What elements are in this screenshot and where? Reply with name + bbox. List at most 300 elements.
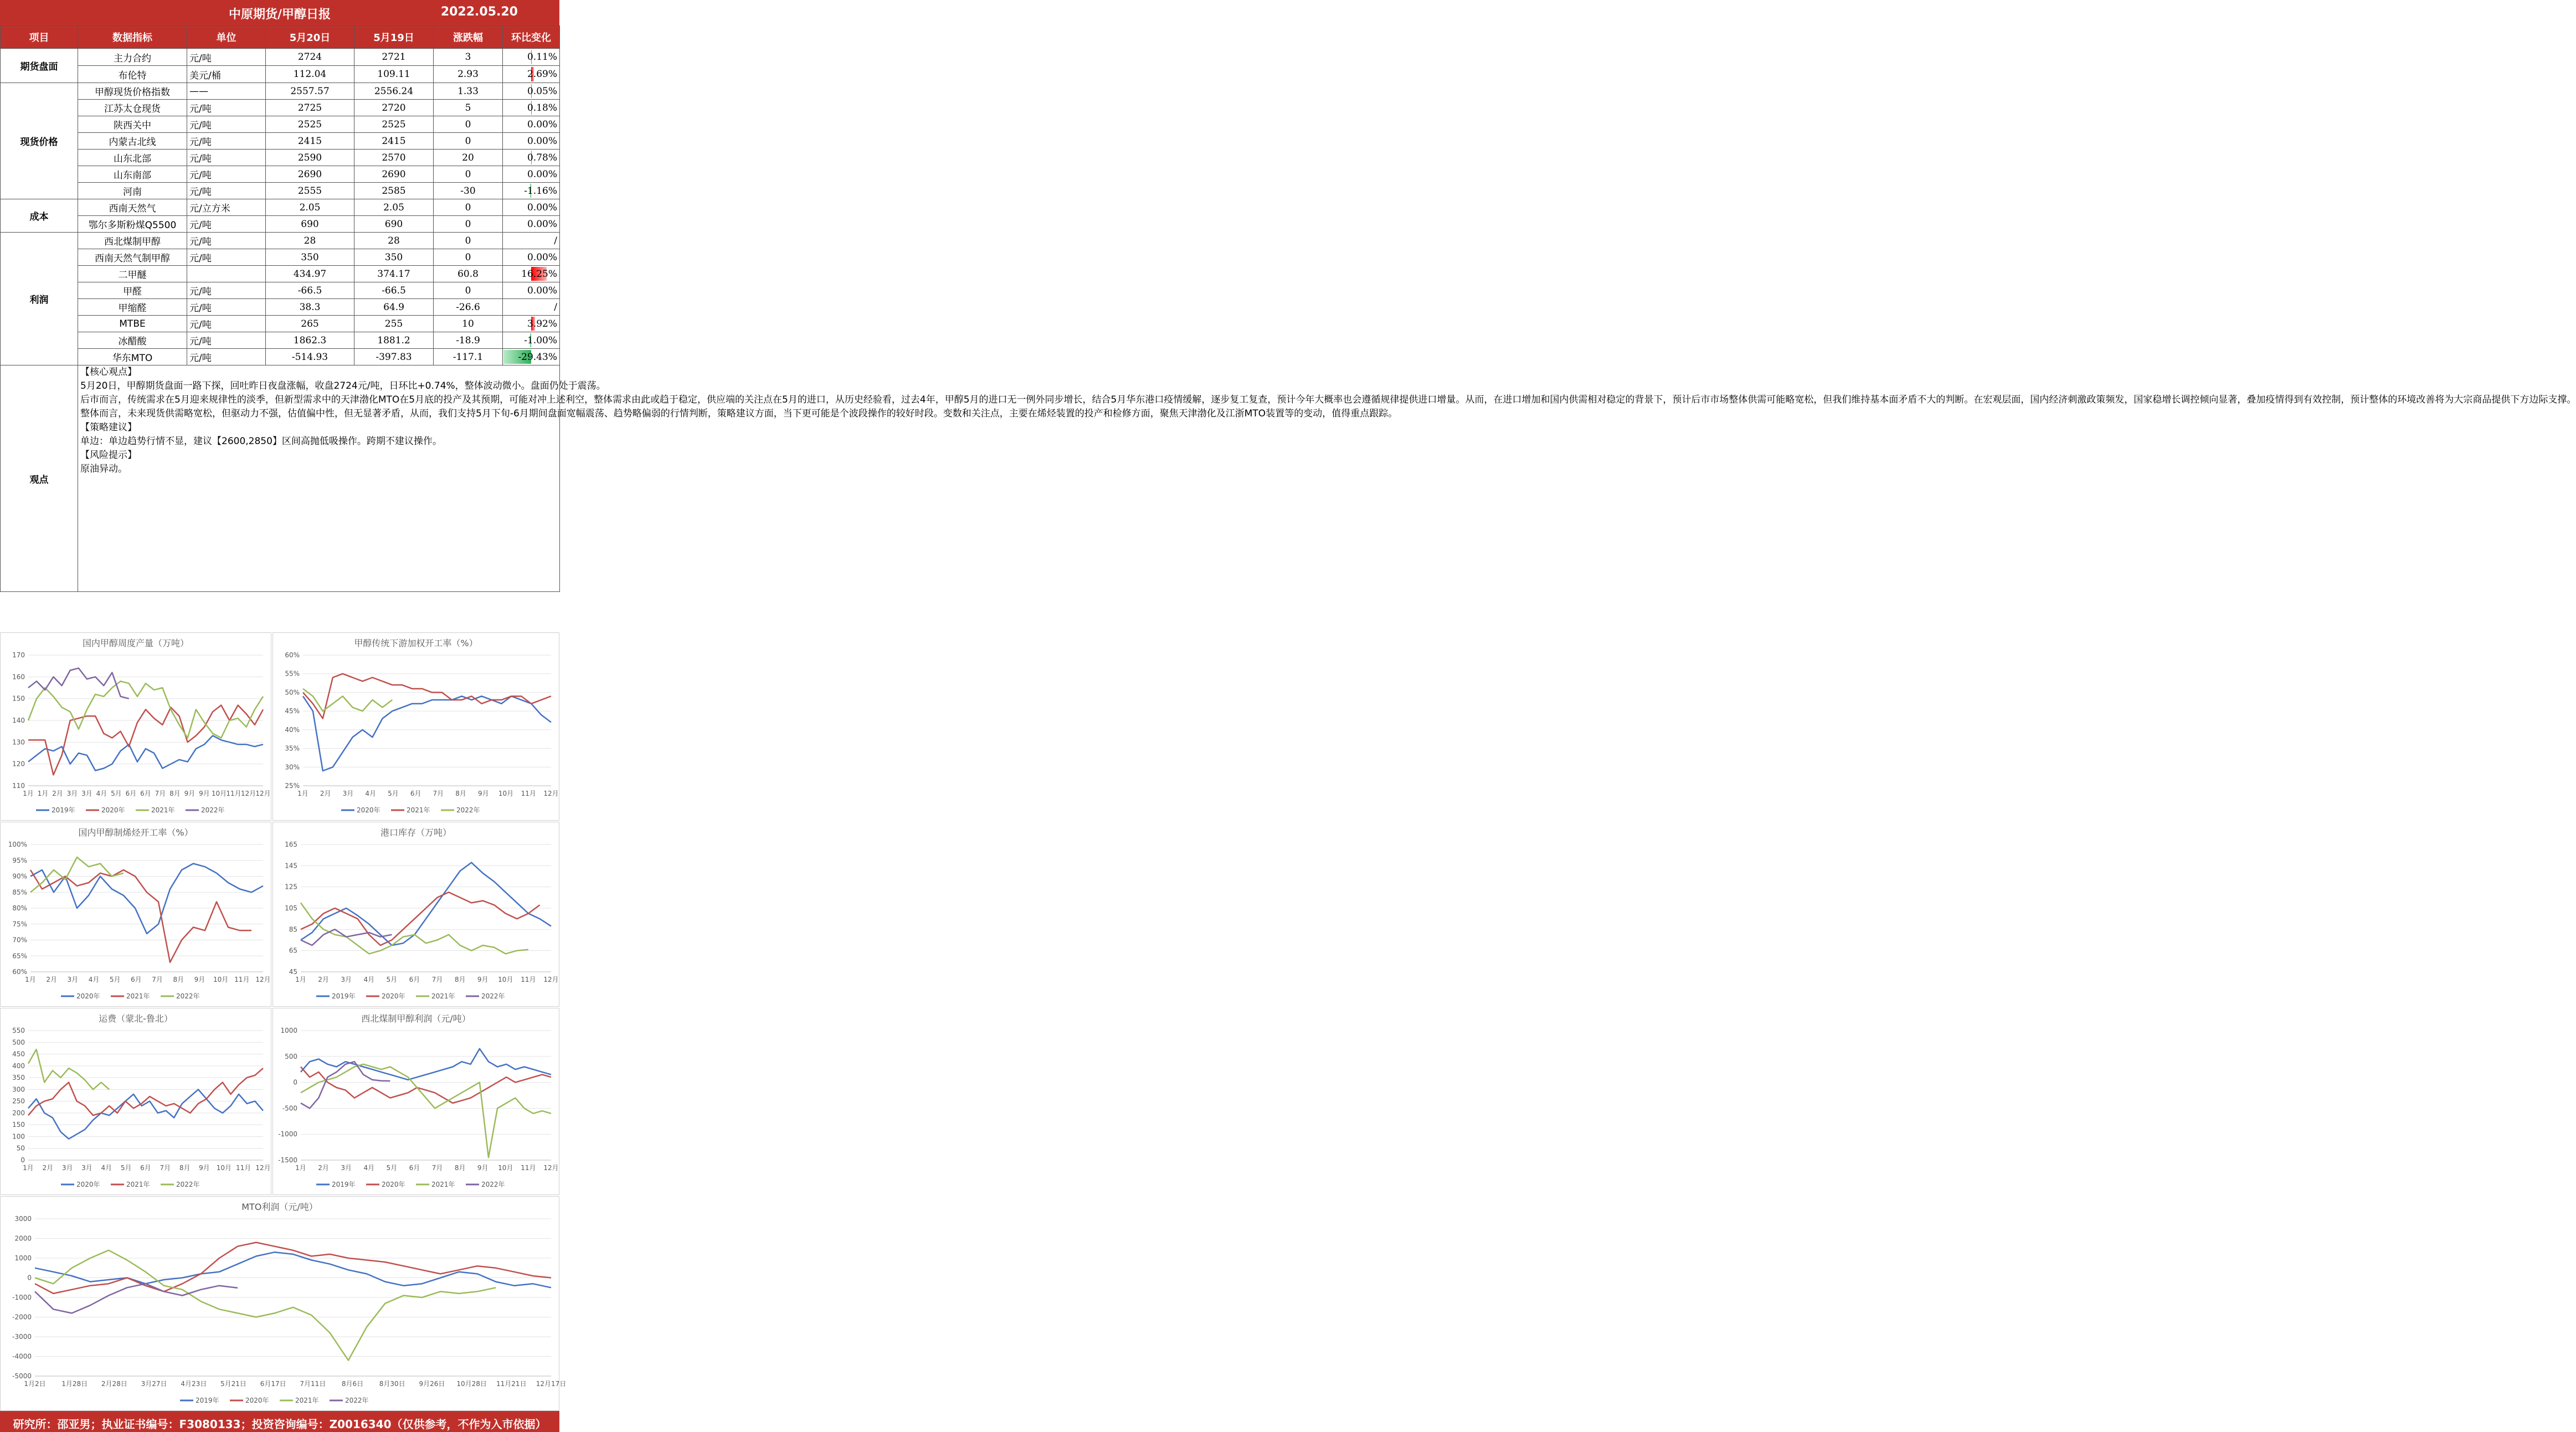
indicator-cell: 西南天然气制甲醇 [78, 249, 187, 266]
ratio-value: 2.69% [527, 69, 557, 80]
ratio-value: 16.25% [521, 268, 557, 280]
change-value: 20 [434, 150, 503, 166]
series-line [301, 1064, 551, 1158]
indicator-cell: 二甲醚 [78, 266, 187, 282]
prev-value: 690 [354, 216, 434, 233]
unit-cell: 元/吨 [187, 299, 266, 316]
table-row [1, 66, 560, 83]
viewpoint-paragraph: 整体而言，未来现货供需略宽松，但驱动力不强，估值偏中性，但无显著矛盾，从而，我们支持5月下旬-6月期间盘面宽幅震荡、趋势略偏弱的行情判断，策略建议方面，当下更可能是个波段操作的较好时段。变数和关注点，主要在烯烃装置的投产和检修方面，聚焦天津渤化及江浙MTO装置等的变动，值得重点跟踪。 [80, 408, 1398, 419]
y-tick-label: 110 [12, 782, 25, 790]
chart-c1 [0, 632, 271, 821]
change-value: 1.33 [434, 83, 503, 100]
x-tick-label: 3月27日 [141, 1380, 167, 1388]
series-line [301, 892, 540, 945]
x-tick-label: 9月26日 [419, 1380, 445, 1388]
y-tick-label: 45% [285, 707, 300, 715]
change-value: 0 [434, 282, 503, 299]
chart-svg [1, 633, 271, 820]
chart-c6 [272, 1008, 559, 1195]
y-tick-label: 85 [289, 925, 297, 934]
ratio-value: 0.00% [527, 218, 557, 230]
ratio-cell [503, 299, 560, 316]
series-line [301, 903, 528, 954]
x-tick-label: 10月 [498, 1164, 513, 1172]
today-value: 434.97 [266, 266, 354, 282]
x-tick-label: 6月 [410, 790, 421, 797]
ratio-value: 0.00% [527, 135, 557, 147]
data-table [0, 25, 2576, 592]
ratio-cell [503, 316, 560, 332]
unit-cell: 元/吨 [187, 332, 266, 349]
charts-area [0, 632, 567, 1411]
x-tick-label: 1月 [297, 790, 308, 797]
unit-cell: 元/立方米 [187, 199, 266, 216]
x-tick-label: 7月11日 [300, 1380, 326, 1388]
x-tick-label: 8月 [169, 790, 181, 797]
change-value: 0 [434, 249, 503, 266]
y-tick-label: 55% [285, 669, 300, 678]
x-tick-label: 9月 [199, 790, 210, 797]
y-tick-label: 165 [285, 841, 297, 848]
y-tick-label: 85% [12, 888, 27, 897]
prev-value: 255 [354, 316, 434, 332]
chart-svg [1, 1008, 271, 1194]
x-tick-label: 5月 [111, 790, 122, 797]
y-tick-label: 70% [12, 936, 27, 944]
change-value: 0 [434, 116, 503, 133]
ratio-value: -1.00% [524, 334, 557, 346]
prev-value: 374.17 [354, 266, 434, 282]
legend-label: 2020年 [357, 806, 381, 814]
chart-c5 [0, 1008, 271, 1195]
x-tick-label: 4月23日 [181, 1380, 207, 1388]
x-tick-label: 6月 [409, 976, 420, 983]
viewpoint-paragraph: 【策略建议】 [80, 422, 137, 433]
table-row [1, 133, 560, 150]
x-tick-label: 1月 [23, 790, 34, 797]
today-value: 2.05 [266, 199, 354, 216]
chart-svg [273, 822, 559, 1006]
indicator-cell: 西北煤制甲醇 [78, 233, 187, 249]
ratio-cell [503, 349, 560, 365]
indicator-cell: 陕西关中 [78, 116, 187, 133]
ratio-value: -29.43% [518, 351, 557, 363]
change-value: 0 [434, 133, 503, 150]
report-header [0, 0, 559, 25]
indicator-cell: 布伦特 [78, 66, 187, 83]
ratio-value: 0.00% [527, 285, 557, 296]
indicator-cell: 山东南部 [78, 166, 187, 183]
unit-cell: 元/吨 [187, 100, 266, 116]
unit-cell: 元/吨 [187, 316, 266, 332]
viewpoint-paragraph: 原油异动。 [80, 463, 127, 475]
table-row [1, 183, 560, 199]
x-tick-label: 2月 [318, 976, 329, 983]
y-tick-label: 60% [285, 651, 300, 659]
x-tick-label: 2月 [320, 790, 331, 797]
indicator-cell: 冰醋酸 [78, 332, 187, 349]
legend-label: 2021年 [295, 1397, 319, 1404]
legend-label: 2022年 [481, 1181, 505, 1188]
y-tick-label: 50% [285, 688, 300, 697]
x-tick-label: 12月 [543, 790, 559, 797]
x-tick-label: 3月 [81, 1164, 92, 1172]
unit-cell: 美元/桶 [187, 66, 266, 83]
ratio-cell [503, 199, 560, 216]
prev-value: 2721 [354, 49, 434, 66]
y-tick-label: 350 [12, 1074, 25, 1082]
y-tick-label: 65% [12, 952, 27, 960]
ratio-value: 0.00% [527, 168, 557, 180]
legend-label: 2021年 [126, 1181, 150, 1188]
ratio-value: 0.00% [527, 119, 557, 130]
y-tick-label: 130 [12, 738, 25, 746]
x-tick-label: 5月 [386, 1164, 398, 1172]
today-value: 2725 [266, 100, 354, 116]
ratio-value: 0.18% [527, 102, 557, 114]
category-cell: 利润 [1, 233, 78, 365]
table-row [1, 83, 560, 100]
series-line [301, 863, 551, 946]
unit-cell: 元/吨 [187, 166, 266, 183]
today-value: 2415 [266, 133, 354, 150]
y-tick-label: -2000 [12, 1313, 32, 1321]
indicator-cell: 江苏太仓现货 [78, 100, 187, 116]
change-value: 0 [434, 233, 503, 249]
x-tick-label: 11月21日 [496, 1380, 527, 1388]
unit-cell: 元/吨 [187, 349, 266, 365]
y-tick-label: -5000 [12, 1372, 32, 1380]
series-line [301, 1049, 551, 1080]
viewpoint-paragraph: 【核心观点】 [80, 367, 137, 378]
chart-c4 [272, 822, 559, 1007]
legend-label: 2020年 [382, 1181, 405, 1188]
legend-label: 2020年 [382, 992, 405, 1000]
today-value: 690 [266, 216, 354, 233]
change-value: 5 [434, 100, 503, 116]
indicator-cell: 甲醇现货价格指数 [78, 83, 187, 100]
table-row [1, 150, 560, 166]
today-value: 2690 [266, 166, 354, 183]
ratio-value: -1.16% [524, 185, 557, 197]
x-tick-label: 10月 [216, 1164, 232, 1172]
change-value: -26.6 [434, 299, 503, 316]
legend-label: 2022年 [176, 992, 200, 1000]
x-tick-label: 8月 [454, 976, 466, 983]
table-body [1, 49, 2576, 592]
prev-value: 2690 [354, 166, 434, 183]
change-value: 60.8 [434, 266, 503, 282]
y-tick-label: -4000 [12, 1352, 32, 1361]
ratio-value: 3.92% [527, 318, 557, 329]
table-row [1, 49, 560, 66]
change-value: -30 [434, 183, 503, 199]
series-line [30, 864, 263, 934]
change-value: 0 [434, 199, 503, 216]
x-tick-label: 4月 [96, 790, 107, 797]
indicator-cell: 华东MTO [78, 349, 187, 365]
y-tick-label: 400 [12, 1062, 25, 1070]
x-tick-label: 1月 [295, 1164, 306, 1172]
y-tick-label: 140 [12, 717, 25, 724]
column-header: 项目 [1, 26, 78, 49]
x-tick-label: 6月 [140, 1164, 151, 1172]
x-tick-label: 11月 [234, 976, 250, 983]
x-tick-label: 4月 [363, 976, 375, 983]
x-tick-label: 12月 [543, 1164, 559, 1172]
x-tick-label: 7月 [431, 976, 443, 983]
series-line [303, 696, 551, 771]
x-tick-label: 7月 [433, 790, 444, 797]
ratio-value: 0.00% [527, 202, 557, 213]
x-tick-label: 6月 [125, 790, 137, 797]
series-line [35, 1243, 551, 1294]
y-tick-label: 120 [12, 760, 25, 768]
x-tick-label: 4月 [363, 1164, 375, 1172]
chart-c2 [272, 632, 559, 821]
legend-label: 2021年 [126, 992, 150, 1000]
prev-value: 2525 [354, 116, 434, 133]
viewpoint-row [1, 365, 560, 592]
y-tick-label: 90% [12, 872, 27, 880]
legend-label: 2022年 [345, 1397, 369, 1404]
change-value: 2.93 [434, 66, 503, 83]
y-tick-label: 100% [8, 841, 27, 848]
y-tick-label: 2000 [14, 1234, 32, 1243]
x-tick-label: 1月 [37, 790, 49, 797]
table-row [1, 116, 560, 133]
ratio-cell [503, 100, 560, 116]
today-value: 2557.57 [266, 83, 354, 100]
y-tick-label: 1000 [280, 1027, 297, 1034]
chart-c7 [0, 1196, 567, 1411]
category-cell: 现货价格 [1, 83, 78, 199]
y-tick-label: 550 [12, 1027, 25, 1034]
ratio-value: / [554, 235, 557, 246]
y-tick-label: 35% [285, 744, 300, 753]
x-tick-label: 12月17日 [536, 1380, 567, 1388]
x-tick-label: 1月 [295, 976, 306, 983]
y-tick-label: 500 [12, 1038, 25, 1047]
indicator-cell: 鄂尔多斯粉煤Q5500 [78, 216, 187, 233]
prev-value: -66.5 [354, 282, 434, 299]
today-value: 2525 [266, 116, 354, 133]
y-tick-label: 125 [285, 883, 297, 891]
column-header: 单位 [187, 26, 266, 49]
table-row [1, 100, 560, 116]
indicator-cell: 内蒙古北线 [78, 133, 187, 150]
prev-value: 2556.24 [354, 83, 434, 100]
chart-title: MTO利润（元/吨） [241, 1202, 318, 1212]
today-value: 2555 [266, 183, 354, 199]
table-row [1, 316, 560, 332]
x-tick-label: 5月21日 [220, 1380, 246, 1388]
indicator-cell: 河南 [78, 183, 187, 199]
legend-label: 2022年 [481, 992, 505, 1000]
y-tick-label: 80% [12, 904, 27, 912]
y-tick-label: 150 [12, 1121, 25, 1129]
ratio-cell [503, 233, 560, 249]
footer-text: 研究所：邵亚男；执业证书编号：F3080133；投资咨询编号：Z0016340（仅供参考，不作为入市依据） [13, 1418, 547, 1431]
table-row [1, 199, 560, 216]
y-tick-label: 160 [12, 673, 25, 681]
x-tick-label: 6月 [131, 976, 142, 983]
x-tick-label: 12月 [543, 976, 559, 983]
ratio-cell [503, 282, 560, 299]
x-tick-label: 2月28日 [101, 1380, 127, 1388]
x-tick-label: 6月 [409, 1164, 420, 1172]
x-tick-label: 9月 [477, 1164, 489, 1172]
prev-value: 64.9 [354, 299, 434, 316]
y-tick-label: 40% [285, 725, 300, 734]
ratio-cell [503, 49, 560, 66]
series-line [35, 1284, 238, 1313]
x-tick-label: 5月 [386, 976, 398, 983]
today-value: 2724 [266, 49, 354, 66]
chart-svg [273, 1008, 559, 1194]
x-tick-label: 10月28日 [456, 1380, 487, 1388]
x-tick-label: 3月 [61, 1164, 73, 1172]
indicator-cell: MTBE [78, 316, 187, 332]
y-tick-label: -1000 [12, 1294, 32, 1301]
series-line [28, 668, 129, 699]
x-tick-label: 8月 [454, 1164, 466, 1172]
y-tick-label: 105 [285, 904, 297, 912]
unit-cell: 元/吨 [187, 282, 266, 299]
x-tick-label: 6月17日 [260, 1380, 286, 1388]
prev-value: 2585 [354, 183, 434, 199]
table-row [1, 166, 560, 183]
unit-cell: 元/吨 [187, 249, 266, 266]
x-tick-label: 11月 [521, 976, 536, 983]
table-row [1, 349, 560, 365]
category-cell: 期货盘面 [1, 49, 78, 83]
today-value: 265 [266, 316, 354, 332]
legend-label: 2019年 [52, 806, 75, 814]
x-tick-label: 7月 [155, 790, 166, 797]
ratio-cell [503, 216, 560, 233]
chart-title: 西北煤制甲醇利润（元/吨） [361, 1013, 471, 1024]
indicator-cell: 甲醛 [78, 282, 187, 299]
chart-title: 运费（蒙北-鲁北） [99, 1013, 173, 1024]
legend-label: 2019年 [332, 1181, 356, 1188]
viewpoint-text [78, 365, 2576, 592]
ratio-cell [503, 150, 560, 166]
chart-svg [1, 822, 271, 1006]
x-tick-label: 5月 [388, 790, 399, 797]
chart-svg [273, 633, 559, 820]
x-tick-label: 1月 [23, 1164, 34, 1172]
x-tick-label: 5月 [120, 1164, 132, 1172]
x-tick-label: 4月 [365, 790, 377, 797]
prev-value: 109.11 [354, 66, 434, 83]
chart-c3 [0, 822, 271, 1007]
change-value: 0 [434, 216, 503, 233]
y-tick-label: 450 [12, 1050, 25, 1058]
y-tick-label: -1500 [278, 1156, 297, 1164]
y-tick-label: 65 [289, 946, 297, 955]
viewpoint-paragraph: 单边：单边趋势行情不显，建议【2600,2850】区间高抛低吸操作。跨期不建议操作。 [80, 436, 442, 447]
legend-label: 2021年 [407, 806, 430, 814]
unit-cell: 元/吨 [187, 183, 266, 199]
legend-label: 2020年 [76, 1181, 100, 1188]
x-tick-label: 10月 [213, 976, 229, 983]
today-value: -514.93 [266, 349, 354, 365]
y-tick-label: 250 [12, 1097, 25, 1105]
prev-value: 350 [354, 249, 434, 266]
report-date: 2022.05.20 [440, 5, 518, 19]
y-tick-label: 0 [293, 1078, 297, 1086]
unit-cell: 元/吨 [187, 233, 266, 249]
today-value: 350 [266, 249, 354, 266]
x-tick-label: 12月 [255, 976, 271, 983]
legend-label: 2020年 [76, 992, 100, 1000]
x-tick-label: 1月2日 [24, 1380, 46, 1388]
x-tick-label: 10月 [498, 976, 513, 983]
chart-title: 港口库存（万吨） [380, 827, 452, 838]
x-tick-label: 9月 [477, 790, 489, 797]
ratio-cell [503, 116, 560, 133]
prev-value: 2.05 [354, 199, 434, 216]
y-tick-label: 30% [285, 763, 300, 771]
x-tick-label: 11月 [521, 790, 536, 797]
chart-title: 甲醇传统下游加权开工率（%） [354, 638, 478, 648]
y-tick-label: 3000 [14, 1215, 32, 1223]
today-value: 1862.3 [266, 332, 354, 349]
today-value: -66.5 [266, 282, 354, 299]
unit-cell: 元/吨 [187, 216, 266, 233]
x-tick-label: 1月 [25, 976, 36, 983]
ratio-value: / [554, 301, 557, 313]
prev-value: 2570 [354, 150, 434, 166]
x-tick-label: 9月 [184, 790, 196, 797]
legend-label: 2022年 [176, 1181, 200, 1188]
x-tick-label: 10月 [498, 790, 514, 797]
y-tick-label: 300 [12, 1085, 25, 1094]
x-tick-label: 7月 [160, 1164, 171, 1172]
prev-value: 2720 [354, 100, 434, 116]
y-tick-label: 500 [285, 1052, 297, 1060]
legend-label: 2020年 [101, 806, 125, 814]
x-tick-label: 4月 [101, 1164, 112, 1172]
chart-svg [1, 1197, 567, 1410]
change-value: -18.9 [434, 332, 503, 349]
legend-label: 2019年 [196, 1397, 219, 1404]
legend-label: 2022年 [201, 806, 225, 814]
indicator-cell: 山东北部 [78, 150, 187, 166]
x-tick-label: 11月 [521, 1164, 536, 1172]
y-tick-label: 45 [289, 968, 297, 976]
ratio-value: 0.05% [527, 85, 557, 97]
legend-label: 2021年 [151, 806, 175, 814]
unit-cell: 元/吨 [187, 133, 266, 150]
series-line [35, 1250, 496, 1361]
table-row [1, 332, 560, 349]
x-tick-label: 2月 [42, 1164, 54, 1172]
ratio-value: 0.00% [527, 251, 557, 263]
ratio-cell [503, 66, 560, 83]
y-tick-label: 50 [16, 1144, 25, 1152]
change-value: 3 [434, 49, 503, 66]
x-tick-label: 3月 [81, 790, 92, 797]
x-tick-label: 12月 [255, 1164, 271, 1172]
prev-value: 28 [354, 233, 434, 249]
y-tick-label: 150 [12, 694, 25, 703]
x-tick-label: 8月30日 [379, 1380, 405, 1388]
x-tick-label: 1月28日 [61, 1380, 88, 1388]
x-tick-label: 2月 [318, 1164, 329, 1172]
table-row [1, 266, 560, 282]
